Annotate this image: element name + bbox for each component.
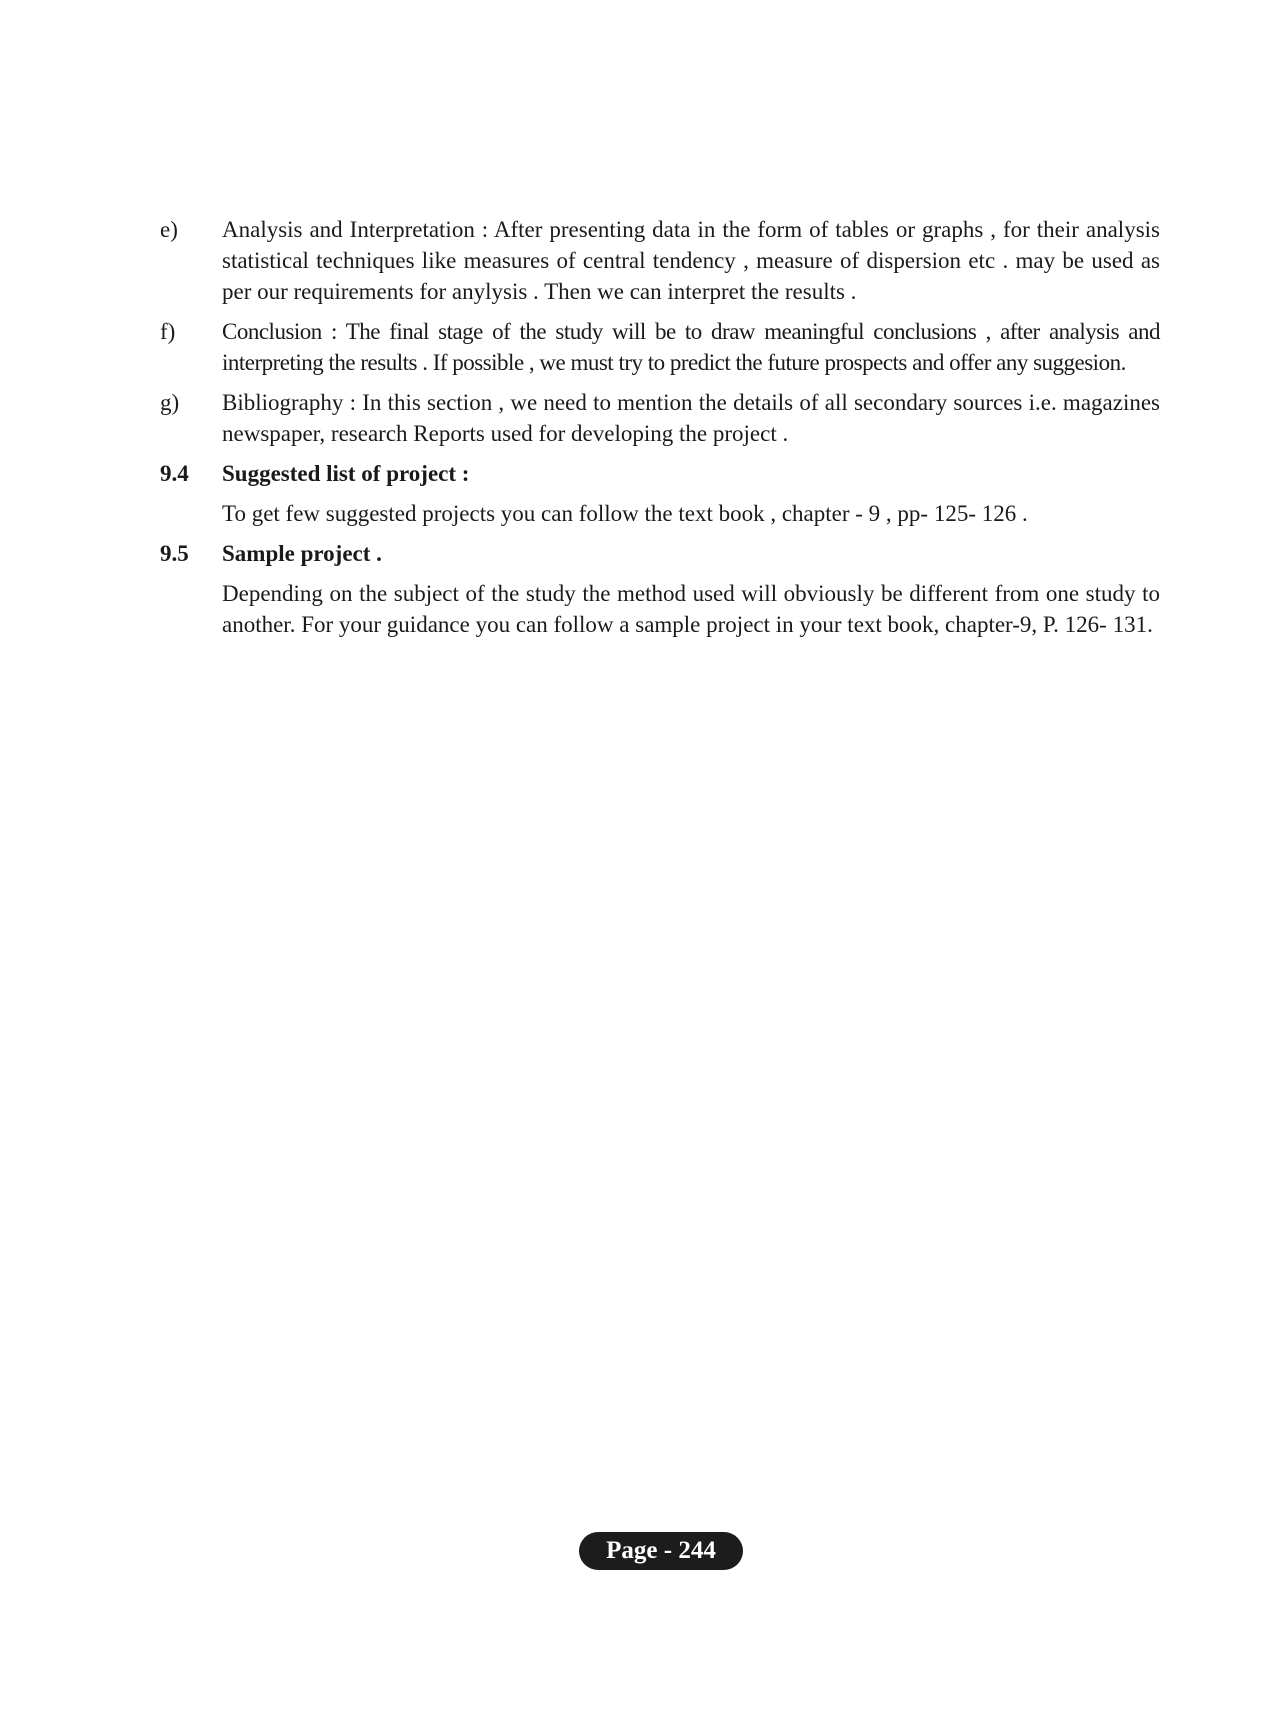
list-item-f — [160, 316, 1160, 378]
list-item-label: e) — [160, 217, 178, 242]
section-paragraph: Depending on the subject of the study the method used will obviously be different from one study to another. For your guidance you can follow a sample project in your text book, chapter-9, P. 126- 131. — [222, 581, 1160, 637]
list-item-e — [160, 214, 1160, 307]
list-item-g — [160, 387, 1160, 449]
list-item-text: Bibliography : In this section , we need to mention the details of all secondary sources i.e. magazines newspaper, research Reports used for developing the project . — [222, 390, 1160, 446]
list-item-label: g) — [160, 390, 180, 415]
list-item-text: Conclusion : The final stage of the study will be to draw meaningful conclusions , after analysis and interpreting the results . If possible , we must try to predict the future prospects and offer any suggesion. — [222, 319, 1160, 375]
list-item-label: f) — [160, 319, 176, 344]
section-heading-9-5 — [160, 538, 1160, 569]
page-content — [160, 214, 1160, 649]
page-number-badge: Page - 244 — [579, 1532, 743, 1570]
section-number: 9.5 — [160, 541, 189, 566]
section-heading-9-4 — [160, 458, 1160, 489]
section-paragraph: To get few suggested projects you can follow the text book , chapter - 9 , pp- 125- 126 . — [222, 501, 1028, 526]
section-title: Suggested list of project : — [222, 461, 470, 486]
section-number: 9.4 — [160, 461, 189, 486]
list-item-text: Analysis and Interpretation : After presenting data in the form of tables or graphs , for their analysis statistical techniques like measures of central tendency , measure of dispersion etc . may be used as per our requirements for anylysis . Then we can interpret the results . — [222, 217, 1160, 304]
section-title: Sample project . — [222, 541, 382, 566]
